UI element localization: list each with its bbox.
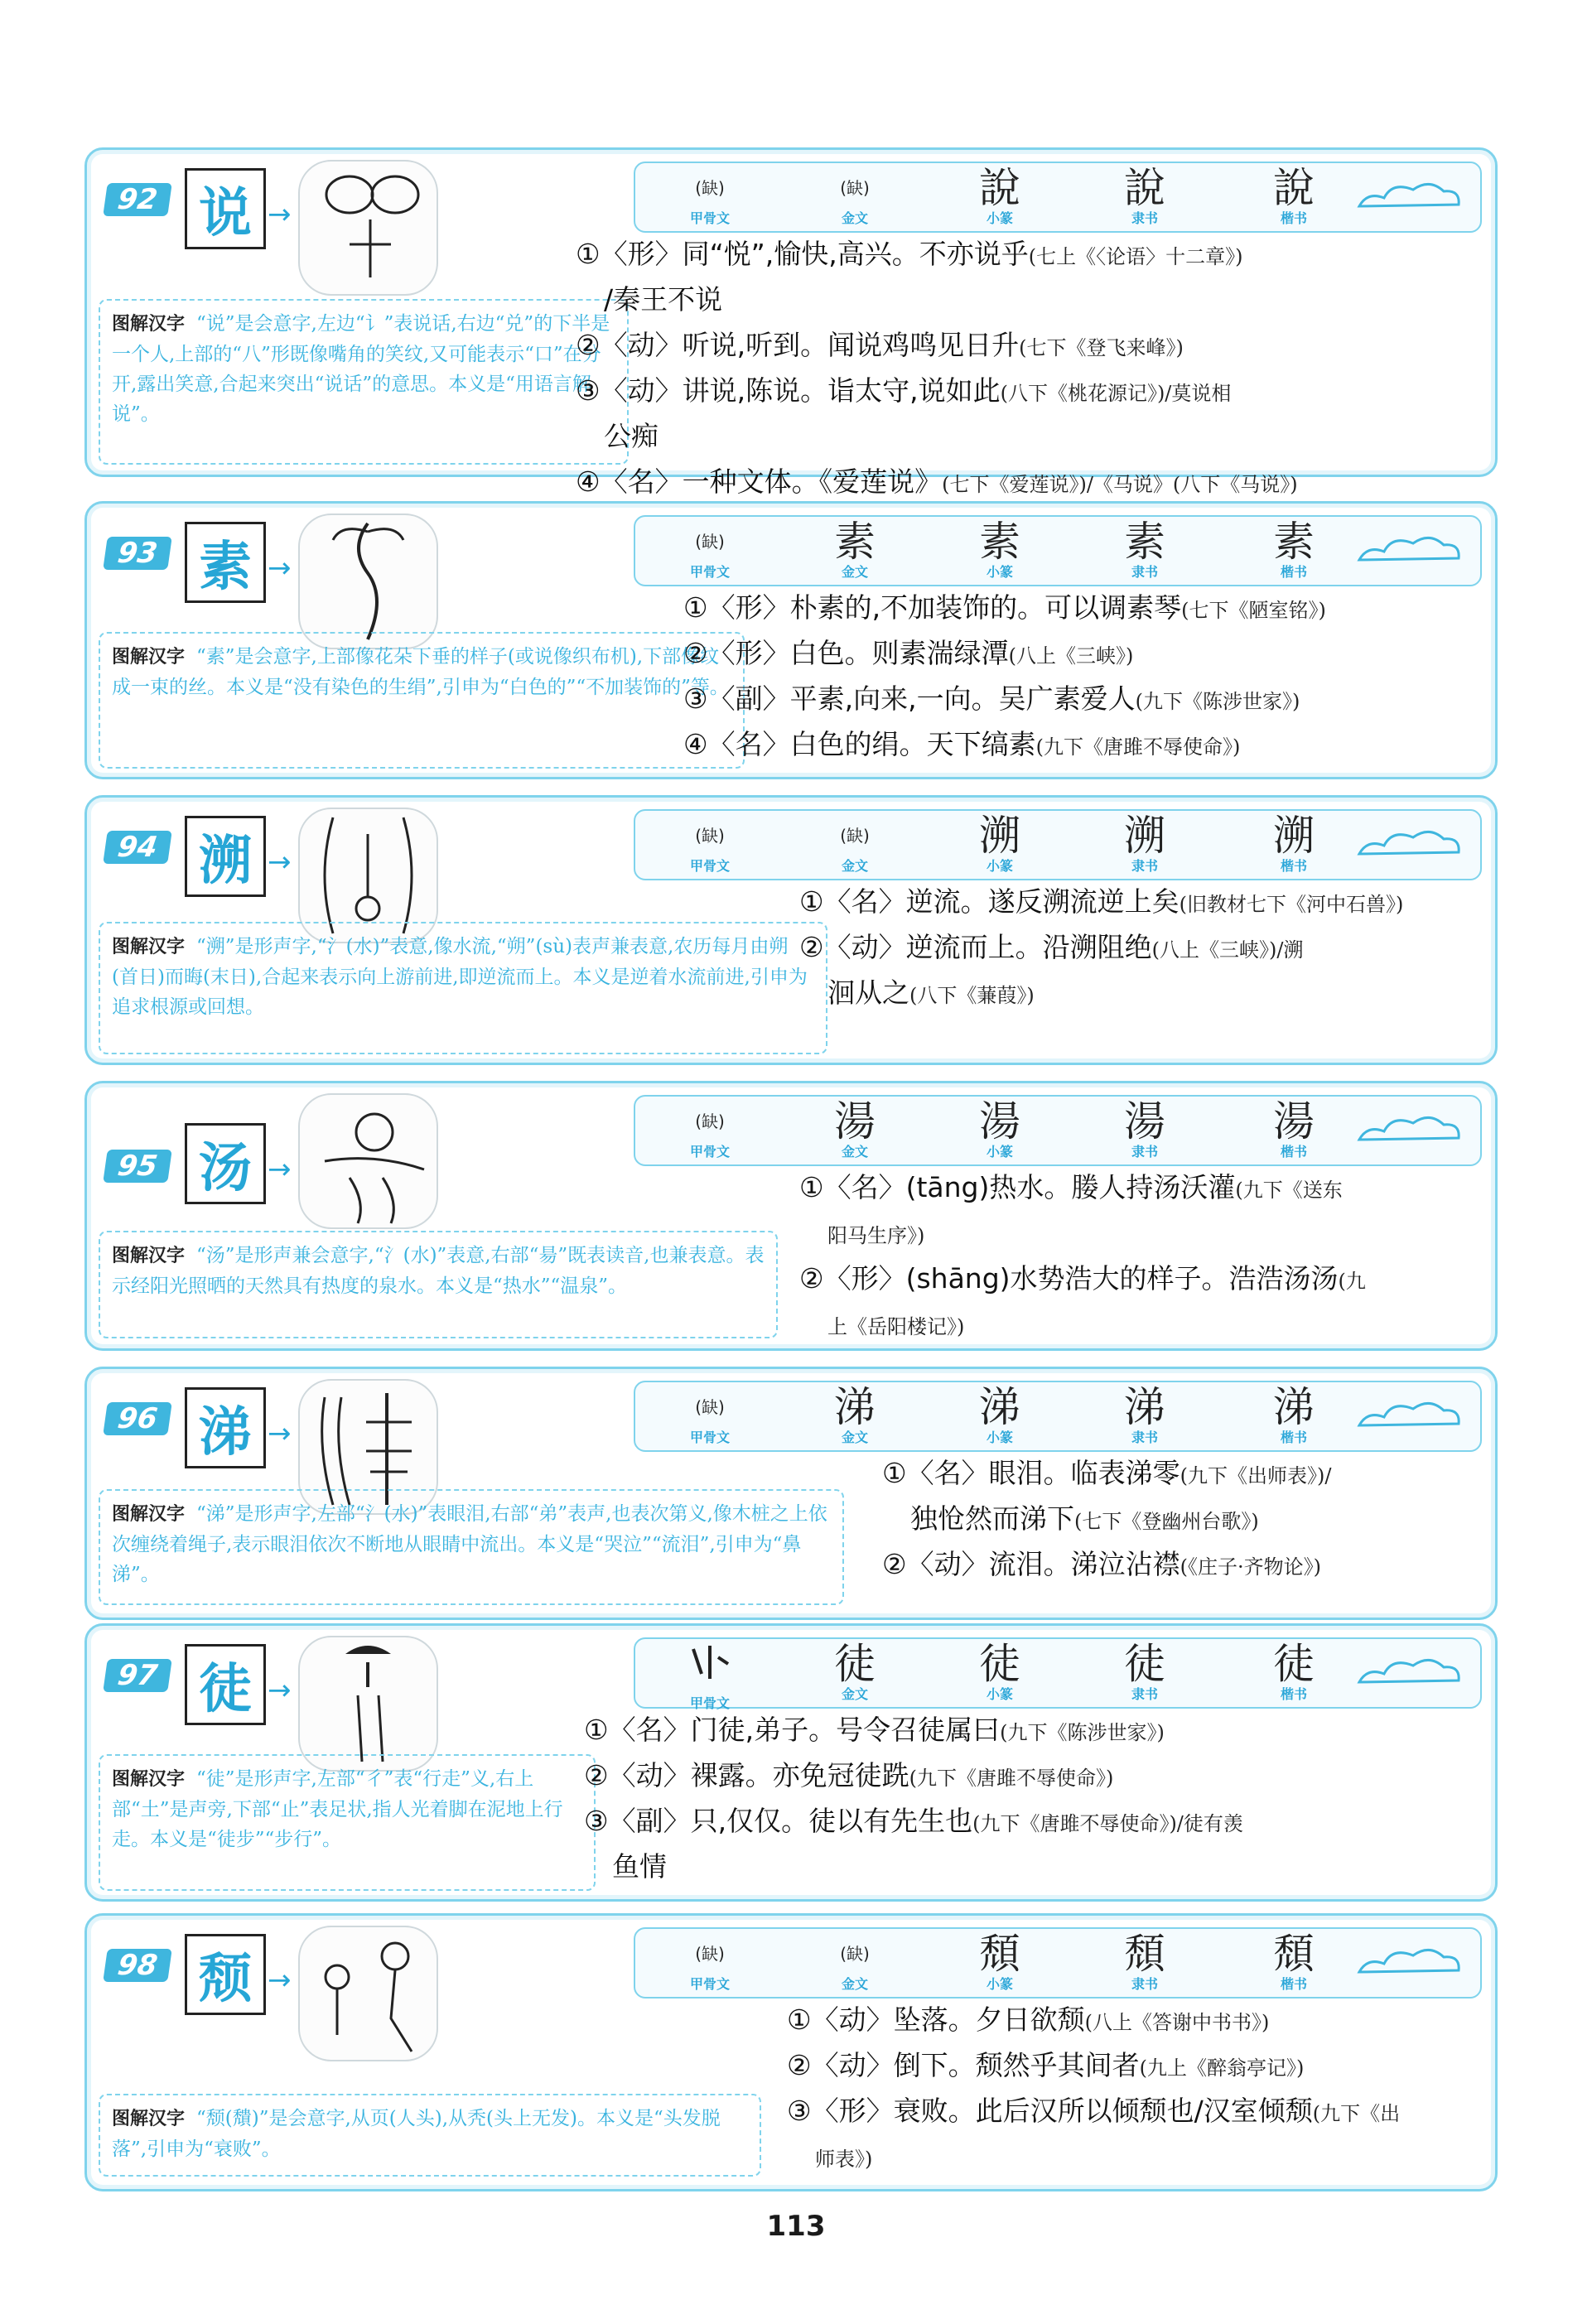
entry-number: 98 xyxy=(103,1949,172,1982)
definition-line: ③〈动〉讲说,陈说。诣太守,说如此(八下《桃花源记》)/莫说相 xyxy=(576,374,1232,407)
script-label: 隶书 xyxy=(1131,1976,1158,1992)
script-bronze: (缺) xyxy=(840,178,870,198)
script-clerical: 素 xyxy=(1124,518,1165,566)
script-bronze: (缺) xyxy=(840,1944,870,1964)
script-seal: 溯 xyxy=(979,812,1020,860)
script-seal: 頹 xyxy=(979,1930,1020,1978)
explain-text: “说”是会意字,左边“讠”表说话,右边“兑”的下半是一个人,上部的“八”形既像嘴角的笑纹,又可能表示“口”在分开,露出笑意,合起来突出“说话”的意思。本义是“用语言解说”。 xyxy=(112,313,610,425)
definition-line: ①〈名〉(tāng)热水。媵人持汤沃灌(九下《送东 xyxy=(799,1171,1343,1203)
script-label: 隶书 xyxy=(1131,210,1158,226)
explain-box xyxy=(99,1489,844,1605)
entry-card-96 xyxy=(84,1367,1498,1620)
script-label: 楷书 xyxy=(1280,210,1307,226)
definition-line: 公痴 xyxy=(604,420,659,452)
cloud-icon xyxy=(1351,822,1467,865)
arrow-icon: → xyxy=(268,552,292,585)
arrow-icon: → xyxy=(268,846,292,879)
explain-tag: 图解汉字 xyxy=(112,647,186,668)
script-oracle: (缺) xyxy=(695,178,725,198)
entry-character: 溯 xyxy=(185,816,266,897)
script-label: 隶书 xyxy=(1131,564,1158,580)
pictograph-illustration xyxy=(298,1636,438,1772)
definition-line: ①〈动〉坠落。夕日欲颓(八上《答谢中书书》) xyxy=(787,2003,1270,2036)
entry-card-93 xyxy=(84,501,1498,779)
definitions xyxy=(576,233,1479,506)
script-label: 甲骨文 xyxy=(689,1430,730,1445)
script-label: 小篆 xyxy=(986,210,1013,226)
script-label: 隶书 xyxy=(1131,1144,1158,1160)
script-label: 楷书 xyxy=(1280,1686,1307,1702)
script-label: 金文 xyxy=(841,1976,868,1992)
script-regular: 說 xyxy=(1273,164,1315,212)
definition-line: 独怆然而涕下(七下《登幽州台歌》) xyxy=(910,1502,1259,1535)
script-regular: 素 xyxy=(1273,518,1315,566)
entry-number: 93 xyxy=(103,537,172,570)
definitions xyxy=(787,1999,1479,2181)
script-oracle: (缺) xyxy=(695,826,725,846)
script-label: 甲骨文 xyxy=(689,1144,730,1160)
pictograph-illustration xyxy=(298,160,438,296)
script-forms-panel xyxy=(634,1927,1482,1999)
script-label: 金文 xyxy=(841,858,868,874)
script-label: 隶书 xyxy=(1131,858,1158,874)
arrow-icon: → xyxy=(268,1153,292,1186)
script-label: 小篆 xyxy=(986,1430,1013,1445)
script-seal: 說 xyxy=(979,164,1020,212)
script-label: 金文 xyxy=(841,1686,868,1702)
explain-text: “溯”是形声字,“氵(水)”表意,像水流,“朔”(sù)表声兼表意,农历每月由朔(首日)而晦(末日),合起来表示向上游前进,即逆流而上。本义是逆着水流前进,引申为追求根源或回想。 xyxy=(112,936,808,1018)
entry-number: 94 xyxy=(103,831,172,864)
script-oracle: (缺) xyxy=(695,1397,725,1417)
script-label: 小篆 xyxy=(986,564,1013,580)
definition-line: ①〈形〉朴素的,不加装饰的。可以调素琴(七下《陋室铭》) xyxy=(683,591,1326,624)
explain-text: “颓(穨)”是会意字,从页(人头),从秃(头上无发)。本义是“头发脱落”,引申为“衰败”。 xyxy=(112,2108,721,2160)
arrow-icon: → xyxy=(268,1674,292,1707)
explain-box xyxy=(99,2094,761,2177)
definition-line: ④〈名〉一种文体。《爱莲说》(七下《爱莲说》)/《马说》(八下《马说》) xyxy=(576,465,1298,498)
script-label: 隶书 xyxy=(1131,1686,1158,1702)
entry-card-97 xyxy=(84,1623,1498,1902)
arrow-icon: → xyxy=(268,1964,292,1997)
script-label: 小篆 xyxy=(986,858,1013,874)
entry-card-95 xyxy=(84,1081,1498,1351)
script-forms-panel xyxy=(634,1381,1482,1452)
script-label: 甲骨文 xyxy=(689,564,730,580)
script-clerical: 涕 xyxy=(1124,1383,1165,1431)
script-label: 小篆 xyxy=(986,1976,1013,1992)
script-label: 甲骨文 xyxy=(689,210,730,226)
entry-character: 涕 xyxy=(185,1387,266,1468)
script-regular: 徒 xyxy=(1273,1640,1315,1688)
script-oracle: (缺) xyxy=(695,1111,725,1131)
arrow-icon: → xyxy=(268,1417,292,1450)
script-regular: 溯 xyxy=(1273,812,1315,860)
script-forms-panel xyxy=(634,515,1482,586)
script-bronze: 素 xyxy=(834,518,876,566)
script-bronze: 湯 xyxy=(834,1097,876,1145)
explain-tag: 图解汉字 xyxy=(112,937,186,957)
definition-line: /秦王不说 xyxy=(604,283,723,316)
explain-tag: 图解汉字 xyxy=(112,1246,186,1266)
entry-number: 92 xyxy=(103,183,172,216)
script-label: 小篆 xyxy=(986,1144,1013,1160)
definition-line: ②〈动〉倒下。颓然乎其间者(九上《醉翁亭记》) xyxy=(787,2049,1305,2081)
script-clerical: 徒 xyxy=(1124,1640,1165,1688)
definition-line: 阳马生序》) xyxy=(827,1224,925,1247)
explain-box xyxy=(99,922,827,1054)
pictograph-illustration xyxy=(298,513,438,649)
script-label: 甲骨文 xyxy=(689,1976,730,1992)
definitions xyxy=(799,1166,1479,1348)
definitions xyxy=(799,880,1479,1017)
cloud-icon xyxy=(1351,1941,1467,1984)
definition-line: ②〈动〉听说,听到。闻说鸡鸣见日升(七下《登飞来峰》) xyxy=(576,329,1184,361)
explain-text: “素”是会意字,上部像花朵下垂的样子(或说像织布机),下部像纹成一束的丝。本义是“没有染色的生绢”,引申为“白色的”“不加装饰的”等。 xyxy=(112,646,729,698)
definition-line: ①〈名〉门徒,弟子。号令召徒属曰(九下《陈涉世家》) xyxy=(584,1714,1165,1746)
definition-line: ②〈形〉(shāng)水势浩大的样子。浩浩汤汤(九 xyxy=(799,1262,1366,1295)
explain-text: “汤”是形声兼会意字,“氵(水)”表意,右部“昜”既表读音,也兼表意。表示经阳光照晒的天然具有热度的泉水。本义是“热水”“温泉”。 xyxy=(112,1245,765,1297)
definition-line: ①〈形〉同“悦”,愉快,高兴。不亦说乎(七上《〈论语〉十二章》) xyxy=(576,238,1243,270)
explain-text: “徒”是形声字,左部“彳”表“行走”义,右上部“土”是声旁,下部“止”表足状,指人光着脚在泥地上行走。本义是“徒步”“步行”。 xyxy=(112,1768,563,1850)
definition-line: 上《岳阳楼记》) xyxy=(827,1315,965,1338)
script-label: 楷书 xyxy=(1280,858,1307,874)
script-bronze: 徒 xyxy=(834,1640,876,1688)
cloud-icon xyxy=(1351,1108,1467,1151)
definitions xyxy=(882,1452,1479,1589)
script-seal: 素 xyxy=(979,518,1020,566)
script-label: 楷书 xyxy=(1280,1144,1307,1160)
definition-line: ①〈名〉眼泪。临表涕零(九下《出师表》)/ xyxy=(882,1457,1332,1489)
script-forms-panel xyxy=(634,1637,1482,1709)
explain-box xyxy=(99,632,745,769)
script-oracle xyxy=(660,1641,760,1696)
definition-line: ③〈副〉只,仅仅。徒以有先生也(九下《唐雎不辱使命》)/徒有羡 xyxy=(584,1805,1243,1837)
script-bronze: 涕 xyxy=(834,1383,876,1431)
definition-line: 师表》) xyxy=(815,2148,873,2171)
script-regular: 涕 xyxy=(1273,1383,1315,1431)
explain-box xyxy=(99,1231,778,1338)
arrow-icon: → xyxy=(268,198,292,231)
script-clerical: 湯 xyxy=(1124,1097,1165,1145)
script-clerical: 溯 xyxy=(1124,812,1165,860)
entry-card-98 xyxy=(84,1913,1498,2191)
script-forms-panel xyxy=(634,162,1482,233)
script-forms-panel xyxy=(634,809,1482,880)
script-label: 楷书 xyxy=(1280,1976,1307,1992)
script-clerical: 說 xyxy=(1124,164,1165,212)
entry-character: 徒 xyxy=(185,1644,266,1725)
script-seal: 湯 xyxy=(979,1097,1020,1145)
script-forms-panel xyxy=(634,1095,1482,1166)
script-label: 金文 xyxy=(841,210,868,226)
explain-tag: 图解汉字 xyxy=(112,314,186,335)
entry-card-94 xyxy=(84,795,1498,1065)
cloud-icon xyxy=(1351,1651,1467,1694)
entry-number: 95 xyxy=(103,1150,172,1183)
script-clerical: 頹 xyxy=(1124,1930,1165,1978)
entry-number: 97 xyxy=(103,1659,172,1692)
definition-line: ②〈形〉白色。则素湍绿潭(八上《三峡》) xyxy=(683,637,1134,669)
script-regular: 湯 xyxy=(1273,1097,1315,1145)
explain-tag: 图解汉字 xyxy=(112,2109,186,2129)
entry-character: 说 xyxy=(185,168,266,249)
script-bronze: (缺) xyxy=(840,826,870,846)
definition-line: 洄从之(八下《蒹葭》) xyxy=(827,976,1035,1009)
definition-line: ①〈名〉逆流。遂反溯流逆上矣(旧教材七下《河中石兽》) xyxy=(799,885,1404,918)
definition-line: 鱼情 xyxy=(612,1850,667,1883)
script-seal: 徒 xyxy=(979,1640,1020,1688)
definition-line: ②〈动〉逆流而上。沿溯阻绝(八上《三峡》)/溯 xyxy=(799,931,1304,963)
entry-number: 96 xyxy=(103,1402,172,1435)
script-regular: 頹 xyxy=(1273,1930,1315,1978)
entry-card-92 xyxy=(84,147,1498,498)
script-oracle: (缺) xyxy=(695,532,725,552)
script-label: 金文 xyxy=(841,564,868,580)
entry-character: 素 xyxy=(185,522,266,603)
definition-line: ④〈名〉白色的绢。天下缟素(九下《唐雎不辱使命》) xyxy=(683,728,1241,760)
definition-line: ③〈形〉衰败。此后汉所以倾颓也/汉室倾颓(九下《出 xyxy=(787,2095,1401,2127)
page-number: 113 xyxy=(766,2210,826,2243)
script-label: 小篆 xyxy=(986,1686,1013,1702)
explain-text: “涕”是形声字,左部“氵(水)”表眼泪,右部“弟”表声,也表次第义,像木桩之上依次缠绕着绳子,表示眼泪依次不断地从眼睛中流出。本义是“哭泣”“流泪”,引申为“鼻涕”。 xyxy=(112,1503,827,1585)
definition-line: ②〈动〉裸露。亦免冠徒跣(九下《唐雎不辱使命》) xyxy=(584,1759,1114,1791)
cloud-icon xyxy=(1351,528,1467,571)
definition-line: ③〈副〉平素,向来,一向。吴广素爱人(九下《陈涉世家》) xyxy=(683,682,1300,715)
cloud-icon xyxy=(1351,1394,1467,1437)
script-label: 楷书 xyxy=(1280,564,1307,580)
explain-tag: 图解汉字 xyxy=(112,1769,186,1790)
entry-character: 汤 xyxy=(185,1123,266,1204)
script-label: 隶书 xyxy=(1131,1430,1158,1445)
definition-line: ②〈动〉流泪。涕泣沾襟(《庄子·齐物论》) xyxy=(882,1548,1321,1580)
explain-box xyxy=(99,1754,596,1891)
explain-box xyxy=(99,299,629,465)
script-label: 金文 xyxy=(841,1144,868,1160)
pictograph-illustration xyxy=(298,1093,438,1229)
script-label: 甲骨文 xyxy=(689,1695,730,1711)
explain-tag: 图解汉字 xyxy=(112,1504,186,1525)
script-oracle: (缺) xyxy=(695,1944,725,1964)
script-seal: 涕 xyxy=(979,1383,1020,1431)
script-label: 甲骨文 xyxy=(689,858,730,874)
definitions xyxy=(584,1709,1479,1891)
entry-character: 颓 xyxy=(185,1934,266,2015)
script-label: 楷书 xyxy=(1280,1430,1307,1445)
pictograph-illustration xyxy=(298,1926,438,2061)
script-label: 金文 xyxy=(841,1430,868,1445)
cloud-icon xyxy=(1351,175,1467,218)
definitions xyxy=(683,586,1479,769)
